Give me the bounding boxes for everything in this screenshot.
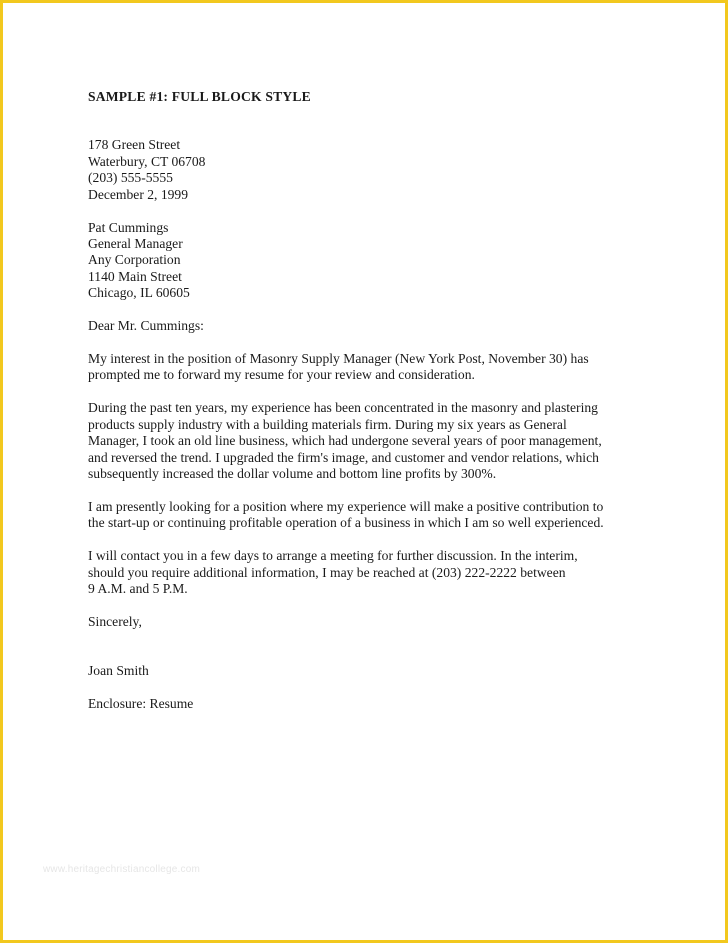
letter-heading: SAMPLE #1: FULL BLOCK STYLE [88, 89, 311, 104]
paragraph-line: products supply industry with a building materials firm. During my six years as General [88, 416, 567, 432]
paragraph-line: prompted me to forward my resume for your review and consideration. [88, 367, 475, 383]
recipient-title: General Manager [88, 235, 183, 251]
closing: Sincerely, [88, 613, 142, 629]
watermark: www.heritagechristiancollege.com [43, 864, 201, 875]
sender-street: 178 Green Street [88, 137, 181, 153]
recipient-address [88, 220, 648, 302]
paragraph-line: and reversed the trend. I upgraded the firm's image, and customer and vendor relations, which [88, 449, 599, 465]
recipient-name: Pat Cummings [88, 219, 169, 235]
paragraph-4 [88, 548, 648, 597]
signature-space [88, 647, 648, 663]
sender-address [88, 137, 648, 203]
paragraph-1 [88, 351, 648, 384]
recipient-street: 1140 Main Street [88, 268, 182, 284]
signer-name: Joan Smith [88, 662, 149, 678]
sender-city: Waterbury, CT 06708 [88, 153, 206, 169]
paragraph-line: I am presently looking for a position where my experience will make a positive contribution to [88, 498, 604, 514]
letter-date: December 2, 1999 [88, 186, 189, 202]
recipient-company: Any Corporation [88, 252, 181, 268]
recipient-city: Chicago, IL 60605 [88, 285, 190, 301]
paragraph-line: subsequently increased the dollar volume and bottom line profits by 300%. [88, 465, 497, 481]
sender-phone: (203) 555-5555 [88, 170, 173, 186]
paragraph-line: I will contact you in a few days to arrange a meeting for further discussion. In the interim, [88, 548, 578, 564]
paragraph-line: should you require additional information, I may be reached at (203) 222-2222 between [88, 564, 566, 580]
letter-body [88, 89, 648, 729]
paragraph-line: 9 A.M. and 5 P.M. [88, 580, 188, 596]
paragraph-line: My interest in the position of Masonry Supply Manager (New York Post, November 30) has [88, 350, 589, 366]
salutation: Dear Mr. Cummings: [88, 318, 204, 334]
paragraph-line: the start-up or continuing profitable operation of a business in which I am so well experienced. [88, 515, 604, 531]
paragraph-line: During the past ten years, my experience has been concentrated in the masonry and plastering [88, 400, 598, 416]
paragraph-2 [88, 400, 648, 482]
enclosure-note: Enclosure: Resume [88, 695, 194, 711]
paragraph-line: Manager, I took an old line business, which had undergone several years of poor management, [88, 433, 602, 449]
paragraph-3 [88, 499, 648, 532]
